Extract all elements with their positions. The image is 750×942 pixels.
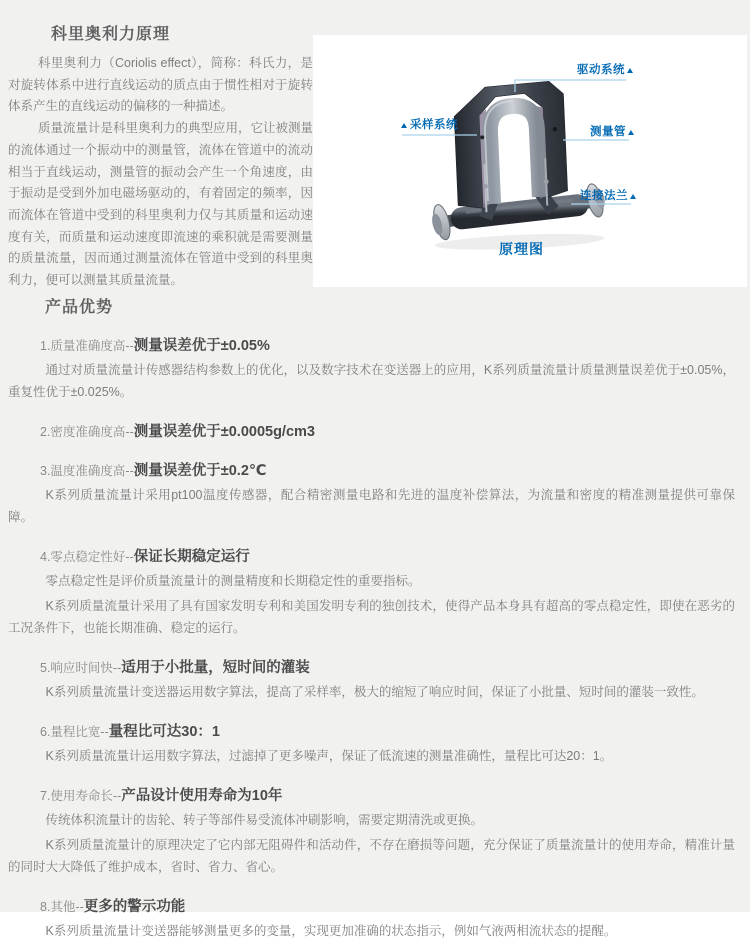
figure-label-drive-system: 驱动系统 [577, 64, 633, 77]
figure-label-connection-flange: 连接法兰 [580, 190, 636, 203]
advantage-item-body: K系列质量流量计采用pt100温度传感器，配合精密测量电路和先进的温度补偿算法，为流量和密度的精准测量提供可靠保障。 [8, 488, 735, 524]
advantage-item-prefix: 5.响应时间快-- [40, 661, 122, 675]
advantage-item-highlight: 测量误差优于±0.2℃ [133, 463, 267, 479]
advantage-item-body: K系列质量流量计变送器运用数字算法，提高了采样率，极大的缩短了响应时间，保证了小批量、短时间的灌装一致性。 [45, 685, 704, 699]
advantage-item [8, 722, 735, 767]
advantage-item-body: K系列质量流量计运用数字算法，过滤掉了更多噪声，保证了低流速的测量准确性，量程比可达20：1。 [45, 749, 613, 763]
advantage-item [8, 897, 735, 942]
advantage-item-prefix: 1.质量准确度高-- [40, 339, 134, 353]
advantage-item [8, 461, 735, 528]
advantage-item-prefix: 8.其他-- [40, 900, 84, 914]
advantage-item-prefix: 7.使用寿命长-- [40, 789, 122, 803]
figure-caption: 原理图 [499, 241, 544, 257]
advantage-item-title [40, 422, 735, 442]
flowmeter-device [423, 79, 610, 253]
principle-paragraph-1: 科里奥利力（Coriolis effect），简称：科氏力，是对旋转体系中进行直线运动的质点由于惯性相对于旋转体系产生的直线运动的偏移的一种描述。 [8, 56, 313, 114]
advantage-item-body: 零点稳定性是评价质量流量计的测量精度和长期稳定性的重要指标。 [45, 574, 421, 588]
advantage-item-prefix: 2.密度准确度高-- [40, 425, 134, 439]
principle-paragraphs [8, 53, 313, 292]
advantage-item-title [40, 547, 735, 567]
advantage-item [8, 786, 735, 878]
principle-title: 科里奥利力原理 [51, 25, 171, 43]
advantage-item-title [40, 658, 735, 678]
advantage-item-prefix: 3.温度准确度高-- [40, 464, 134, 478]
advantage-item-title [40, 461, 735, 481]
advantage-item-body: 通过对质量流量计传感器结构参数上的优化，以及数字技术在变送器上的应用，K系列质量流量计质量测量误差优于±0.05%，重复性优于±0.025%。 [8, 363, 735, 399]
advantage-item [8, 336, 735, 403]
principle-paragraph-2: 质量流量计是科里奥利力的典型应用，它让被测量的流体通过一个振动中的测量管，流体在管道中的流动相当于直线运动，测量管的振动会产生一个角速度，由于振动是受到外加电磁场驱动的，有着固定的频率，因而流体在管道中受到的科里奥利力仅与其质量和运动速度有关，而质量和运动速度即流速的乘积就是需要测量的质量流量，因而通过测量流体在管道中受到的科里奥利力，便可以测量其质量流量。 [8, 121, 314, 288]
advantage-item [8, 422, 735, 442]
figure-label-measuring-tube: 测量管 [590, 126, 634, 139]
figure-label-sampling-system: 采样系统 [401, 119, 458, 132]
advantage-item-title [40, 722, 735, 742]
advantages-section [8, 288, 735, 942]
advantage-item-highlight: 产品设计使用寿命为10年 [121, 788, 283, 804]
principle-figure [313, 35, 747, 287]
advantages-title: 产品优势 [45, 299, 114, 316]
advantage-item-body: K系列质量流量计变送器能够测量更多的变量，实现更加准确的状态指示，例如气液两相流状态的提醒。 [45, 924, 617, 938]
advantage-item-title [40, 786, 735, 806]
advantage-item-highlight: 适用于小批量，短时间的灌装 [121, 660, 310, 676]
advantage-item-prefix: 4.零点稳定性好-- [40, 550, 134, 564]
advantage-item-highlight: 量程比可达30：1 [108, 724, 220, 740]
advantage-item-highlight: 测量误差优于±0.0005g/cm3 [133, 424, 315, 440]
advantage-item-title [40, 336, 735, 356]
advantage-item-highlight: 更多的警示功能 [83, 899, 186, 915]
advantage-item-prefix: 6.量程比宽-- [40, 725, 109, 739]
advantage-item [8, 658, 735, 703]
advantage-item-body: K系列质量流量计采用了具有国家发明专利和美国发明专利的独创技术，使得产品本身具有超高的零点稳定性，即使在恶劣的工况条件下，也能长期准确、稳定的运行。 [8, 599, 735, 635]
advantage-item-highlight: 测量误差优于±0.05% [133, 338, 270, 354]
advantage-item-title [40, 897, 735, 917]
advantage-item-body: 传统体积流量计的齿轮、转子等部件易受流体冲刷影响，需要定期清洗或更换。 [45, 813, 484, 827]
advantage-item-highlight: 保证长期稳定运行 [133, 549, 250, 565]
advantage-item [8, 547, 735, 639]
advantage-item-body: K系列质量流量计的原理决定了它内部无阻碍件和活动件，不存在磨损等问题，充分保证了质量流量计的使用寿命，精准计量的同时大大降低了维护成本，省时、省力、省心。 [8, 838, 735, 874]
